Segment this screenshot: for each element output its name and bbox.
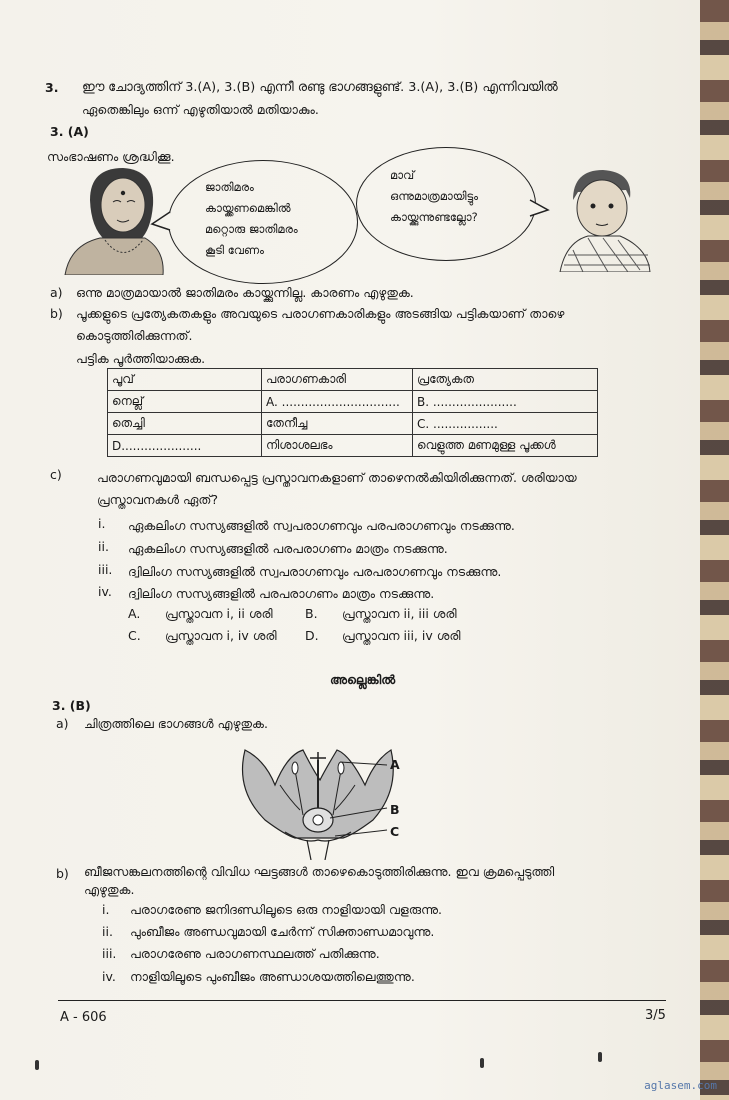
step-text: പരാഗരേണു പരാഗണസ്ഥലത്ത് പതിക്കുന്നു.: [130, 946, 380, 961]
part-a-q-c-label: c): [50, 467, 62, 482]
bubble-right-line: കായ്ക്കുന്നുണ്ടല്ലോ?: [390, 210, 478, 224]
bubble-left-line: ജാതിമരം: [205, 180, 254, 194]
statement-number: ii.: [98, 539, 109, 554]
table-cell: വെളുത്ത മണമുള്ള പൂക്കൾ: [413, 435, 598, 457]
table-cell: നെല്ല്: [108, 391, 262, 413]
part-b-label: 3. (B): [52, 698, 91, 713]
page-edge-background: [700, 0, 729, 1100]
table-cell: D.....................: [108, 435, 262, 457]
part-a-instruction: സംഭാഷണം ശ്രദ്ധിക്കൂ.: [47, 149, 175, 164]
diagram-label-a: A: [390, 757, 400, 772]
question-intro-line2: ഏതെങ്കിലും ഒന്ന് എഴുതിയാൽ മതിയാകും.: [82, 102, 319, 117]
part-a-q-b-line3: പട്ടിക പൂർത്തിയാക്കുക.: [76, 351, 206, 366]
bubble-left-line: കായ്ക്കണമെങ്കിൽ: [205, 201, 291, 215]
option-text: പ്രസ്താവന iii, iv ശരി: [342, 628, 461, 643]
bubble-left-text: [205, 177, 298, 261]
question-intro-line1: ഈ ചോദ്യത്തിന് 3.(A), 3.(B) എന്നീ രണ്ടു ഭാഗങ്ങളുണ്ട്. 3.(A), 3.(B) എന്നിവയിൽ: [82, 80, 558, 95]
table-cell: C. .................: [413, 413, 598, 435]
table-row: [108, 413, 598, 435]
page-number: 3/5: [645, 1008, 666, 1023]
footer-rule: [58, 1000, 666, 1001]
option-key: A.: [128, 606, 141, 621]
step-text: പരാഗരേണു ജനിദണ്ഡിലൂടെ ഒരു നാളിയായി വളരുന്നു.: [130, 902, 443, 917]
flower-diagram: [225, 740, 415, 860]
statement-text: ദ്വിലിംഗ സസ്യങ്ങളിൽ സ്വപരാഗണവും പരപരാഗണവും നടക്കുന്നു.: [128, 564, 502, 579]
scan-mark: [480, 1058, 484, 1068]
part-b-q-b-label: b): [56, 866, 69, 881]
scan-mark: [598, 1052, 602, 1062]
bubble-right-line: ഒന്നുമാത്രമായിട്ടും: [390, 189, 479, 203]
bubble-right-line: മാവ്: [390, 168, 415, 182]
table-cell: തേനീച്ച: [262, 413, 413, 435]
statement-number: iv.: [98, 584, 112, 599]
part-a-q-c-line2: പ്രസ്താവനകൾ ഏത്?: [97, 492, 219, 507]
table-cell: A. ...............................: [262, 391, 413, 413]
table-header-cell: പ്രത്യേകത: [413, 369, 598, 391]
paper-code: A - 606: [60, 1010, 107, 1025]
part-b-q-b-line1: ബീജസങ്കലനത്തിന്റെ വിവിധ ഘട്ടങ്ങൾ താഴെകൊടുത്തിരിക്കുന്നു. ഇവ ക്രമപ്പെടുത്തി: [84, 864, 555, 879]
part-a-q-c-line1: പരാഗണവുമായി ബന്ധപ്പെട്ട പ്രസ്താവനകളാണ് താഴെനൽകിയിരിക്കുന്നത്. ശരിയായ: [97, 470, 577, 485]
part-a-q-a-label: a): [50, 285, 63, 300]
or-separator: അല്ലെങ്കിൽ: [330, 672, 396, 687]
step-text: നാളിയിലൂടെ പുംബീജം അണ്ഡാശയത്തിലെത്തുന്നു.: [130, 969, 415, 984]
diagram-label-b: B: [390, 802, 400, 817]
table-row: [108, 435, 598, 457]
table-cell: തെച്ചി: [108, 413, 262, 435]
step-number: ii.: [102, 924, 113, 939]
part-a-q-b-line1: പൂക്കളുടെ പ്രത്യേകതകളും അവയുടെ പരാഗണകാരികളും അടങ്ങിയ പട്ടികയാണ് താഴെ: [76, 306, 565, 321]
option-key: D.: [305, 628, 319, 643]
part-a-q-a-text: ഒന്നു മാത്രമായാൽ ജാതിമരം കായ്ക്കുന്നില്ല. കാരണം എഴുതുക.: [76, 285, 414, 300]
part-a-q-b-label: b): [50, 306, 63, 321]
statement-text: ഏകലിംഗ സസ്യങ്ങളിൽ പരപരാഗണം മാത്രം നടക്കുന്നു.: [128, 541, 448, 556]
bubble-left-line: മറ്റൊരു ജാതിമരം: [205, 222, 298, 236]
question-number: 3.: [45, 80, 59, 95]
statement-number: i.: [98, 516, 106, 531]
scan-mark: [35, 1060, 39, 1070]
woman-illustration: [55, 160, 165, 275]
option-key: C.: [128, 628, 141, 643]
table-row: [108, 391, 598, 413]
bubble-right-text: [390, 165, 478, 228]
option-key: B.: [305, 606, 318, 621]
boy-illustration: [548, 160, 658, 272]
step-text: പുംബീജം അണ്ഡവുമായി ചേർന്ന് സിക്താണ്ഡമാവുന്നു.: [130, 924, 435, 939]
part-a-label: 3. (A): [50, 124, 89, 139]
table-header-row: [108, 369, 598, 391]
bubble-left-line: കൂടി വേണം: [205, 243, 264, 257]
step-number: i.: [102, 902, 110, 917]
table-cell: നിശാശലഭം: [262, 435, 413, 457]
statement-number: iii.: [98, 562, 113, 577]
table-header-cell: പരാഗണകാരി: [262, 369, 413, 391]
option-text: പ്രസ്താവന i, ii ശരി: [165, 606, 273, 621]
pollination-table: [107, 368, 598, 457]
option-text: പ്രസ്താവന ii, iii ശരി: [342, 606, 457, 621]
part-b-q-a-label: a): [56, 716, 69, 731]
table-header-cell: പൂവ്: [108, 369, 262, 391]
step-number: iii.: [102, 946, 117, 961]
part-b-q-a-text: ചിത്രത്തിലെ ഭാഗങ്ങൾ എഴുതുക.: [84, 716, 268, 731]
watermark: aglasem.com: [644, 1079, 717, 1092]
part-a-q-b-line2: കൊടുത്തിരിക്കുന്നത്.: [76, 328, 193, 343]
step-number: iv.: [102, 969, 116, 984]
statement-text: ദ്വിലിംഗ സസ്യങ്ങളിൽ പരപരാഗണം മാത്രം നടക്കുന്നു.: [128, 586, 435, 601]
diagram-label-c: C: [390, 824, 400, 839]
part-b-q-b-line2: എഴുതുക.: [84, 882, 135, 897]
bubble-tail-left: [150, 210, 174, 234]
table-cell: B. ......................: [413, 391, 598, 413]
statement-text: ഏകലിംഗ സസ്യങ്ങളിൽ സ്വപരാഗണവും പരപരാഗണവും നടക്കുന്നു.: [128, 518, 515, 533]
option-text: പ്രസ്താവന i, iv ശരി: [165, 628, 277, 643]
